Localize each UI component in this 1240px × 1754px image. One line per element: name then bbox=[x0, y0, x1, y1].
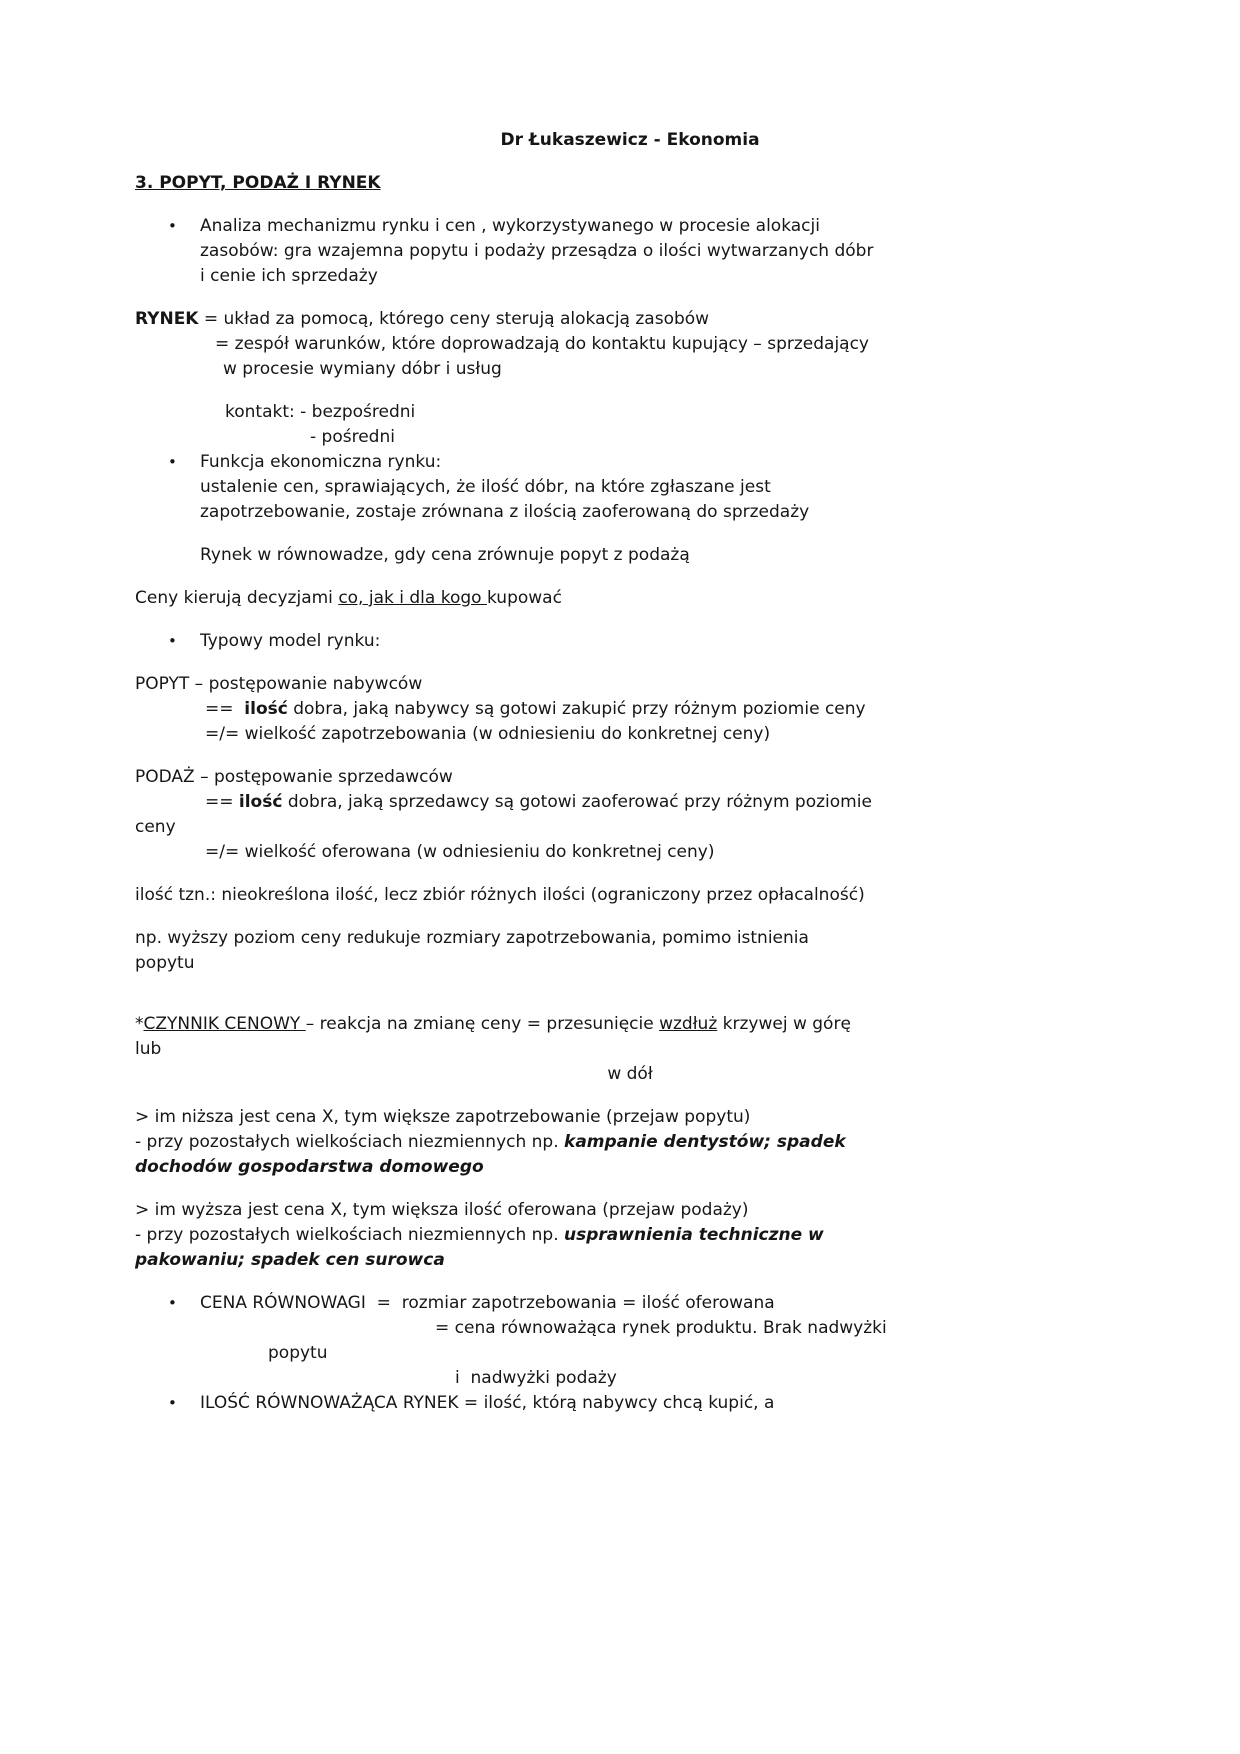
text-run: = cena równoważąca rynek produktu. Brak nadwyżki bbox=[435, 1318, 887, 1338]
text-run: popytu bbox=[135, 953, 195, 973]
text-line bbox=[135, 543, 1125, 568]
text-line bbox=[135, 500, 1125, 525]
text-run: krzywej w górę bbox=[717, 1014, 851, 1034]
text-run: Ceny kierują decyzjami bbox=[135, 588, 339, 608]
rynek-definition bbox=[135, 307, 1125, 332]
text-run: Dr Łukaszewicz - Ekonomia bbox=[500, 130, 760, 150]
text-line bbox=[135, 475, 1125, 500]
text-run: > im wyższa jest cena X, tym większa ilość oferowana (przejaw podaży) bbox=[135, 1200, 749, 1220]
text-run: 3. POPYT, PODAŻ I RYNEK bbox=[135, 173, 381, 193]
blank-line bbox=[135, 747, 1125, 765]
text-run: - pośredni bbox=[310, 427, 395, 447]
text-run: Typowy model rynku: bbox=[200, 631, 381, 651]
text-run: w procesie wymiany dóbr i usług bbox=[223, 359, 502, 379]
text-run: lub bbox=[135, 1039, 162, 1059]
text-line bbox=[135, 400, 1125, 425]
text-run: ustalenie cen, sprawiających, że ilość dóbr, na które zgłaszane jest bbox=[200, 477, 771, 497]
czynnik-cenowy bbox=[135, 1012, 1125, 1037]
text-run: dochodów gospodarstwa domowego bbox=[135, 1157, 484, 1177]
text-line bbox=[135, 1316, 1125, 1341]
text-run: – reakcja na zmianę ceny = przesunięcie bbox=[305, 1014, 660, 1034]
bullet-icon: • bbox=[168, 1394, 177, 1412]
bullet-item bbox=[135, 1391, 1125, 1416]
text-run: zasobów: gra wzajemna popytu i podaży przesądza o ilości wytwarzanych dóbr bbox=[200, 241, 874, 261]
text-line bbox=[135, 357, 1125, 382]
blank-line bbox=[135, 1180, 1125, 1198]
blank-line bbox=[135, 382, 1125, 400]
text-run: ILOŚĆ RÓWNOWAŻĄCA RYNEK = ilość, którą nabywcy chcą kupić, a bbox=[200, 1393, 775, 1413]
text-run: kupować bbox=[486, 588, 562, 608]
text-line bbox=[135, 1248, 1125, 1273]
blank-line bbox=[135, 994, 1125, 1012]
text-run: ceny bbox=[135, 817, 176, 837]
bullet-item bbox=[135, 1291, 1125, 1316]
text-run: == bbox=[205, 699, 245, 719]
text-run: Funkcja ekonomiczna rynku: bbox=[200, 452, 442, 472]
text-line bbox=[135, 1366, 1125, 1391]
text-run: POPYT – postępowanie nabywców bbox=[135, 674, 423, 694]
text-run: =/= wielkość oferowana (w odniesieniu do konkretnej ceny) bbox=[205, 842, 715, 862]
text-run: = zespół warunków, które doprowadzają do kontaktu kupujący – sprzedający bbox=[215, 334, 869, 354]
text-line bbox=[135, 883, 1125, 908]
text-line bbox=[135, 425, 1125, 450]
blank-line bbox=[135, 525, 1125, 543]
text-run: kontakt: - bezpośredni bbox=[225, 402, 416, 422]
section-heading bbox=[135, 171, 1125, 196]
text-run: kampanie dentystów; spadek bbox=[564, 1132, 846, 1152]
text-line bbox=[135, 332, 1125, 357]
text-run: PODAŻ – postępowanie sprzedawców bbox=[135, 767, 453, 787]
text-line bbox=[135, 239, 1125, 264]
text-run: =/= wielkość zapotrzebowania (w odniesieniu do konkretnej ceny) bbox=[205, 724, 771, 744]
text-run: pakowaniu; spadek cen surowca bbox=[135, 1250, 445, 1270]
blank-line bbox=[135, 611, 1125, 629]
bullet-icon: • bbox=[168, 632, 177, 650]
text-run: usprawnienia techniczne w bbox=[564, 1225, 824, 1245]
popyt-definition bbox=[135, 672, 1125, 697]
text-line bbox=[135, 840, 1125, 865]
text-line bbox=[135, 951, 1125, 976]
text-run: CZYNNIK CENOWY bbox=[143, 1014, 306, 1034]
blank-line bbox=[135, 289, 1125, 307]
text-line bbox=[135, 1105, 1125, 1130]
text-run: = układ za pomocą, którego ceny sterują alokacją zasobów bbox=[198, 309, 710, 329]
bullet-icon: • bbox=[168, 453, 177, 471]
blank-line bbox=[135, 1273, 1125, 1291]
text-line bbox=[135, 1130, 1125, 1155]
bullet-item bbox=[135, 629, 1125, 654]
text-run: co, jak i dla kogo bbox=[338, 588, 487, 608]
podaz-definition bbox=[135, 765, 1125, 790]
bullet-item bbox=[135, 450, 1125, 475]
text-run: ilość tzn.: nieokreślona ilość, lecz zbiór różnych ilości (ograniczony przez opłacalność) bbox=[135, 885, 865, 905]
text-run: - przy pozostałych wielkościach niezmiennych np. bbox=[135, 1132, 565, 1152]
text-run: popytu bbox=[268, 1343, 328, 1363]
bullet-icon: • bbox=[168, 1294, 177, 1312]
blank-line bbox=[135, 196, 1125, 214]
doc-title bbox=[135, 128, 1125, 153]
text-line bbox=[135, 1223, 1125, 1248]
text-line bbox=[135, 697, 1125, 722]
blank-line bbox=[135, 865, 1125, 883]
text-line bbox=[135, 815, 1125, 840]
text-run: np. wyższy poziom ceny redukuje rozmiary zapotrzebowania, pomimo istnienia bbox=[135, 928, 809, 948]
text-line bbox=[135, 1198, 1125, 1223]
text-run: wzdłuż bbox=[659, 1014, 718, 1034]
text-run: ilość bbox=[244, 699, 288, 719]
text-run: i nadwyżki podaży bbox=[455, 1368, 617, 1388]
blank-line bbox=[135, 1087, 1125, 1105]
text-run: - przy pozostałych wielkościach niezmiennych np. bbox=[135, 1225, 565, 1245]
text-line bbox=[135, 1341, 1125, 1366]
blank-line bbox=[135, 976, 1125, 994]
document-content bbox=[135, 128, 1125, 1416]
text-run: dobra, jaką sprzedawcy są gotowi zaoferować przy różnym poziomie bbox=[282, 792, 872, 812]
blank-line bbox=[135, 153, 1125, 171]
bullet-item bbox=[135, 214, 1125, 239]
text-run: dobra, jaką nabywcy są gotowi zakupić przy różnym poziomie ceny bbox=[287, 699, 866, 719]
text-line bbox=[135, 264, 1125, 289]
text-line bbox=[135, 790, 1125, 815]
bullet-icon: • bbox=[168, 217, 177, 235]
text-line bbox=[135, 586, 1125, 611]
text-run: == bbox=[205, 792, 239, 812]
text-run: ilość bbox=[238, 792, 283, 812]
text-run: zapotrzebowanie, zostaje zrównana z ilością zaoferowaną do sprzedaży bbox=[200, 502, 810, 522]
blank-line bbox=[135, 568, 1125, 586]
text-line bbox=[135, 1155, 1125, 1180]
text-run: w dół bbox=[607, 1064, 653, 1084]
blank-line bbox=[135, 908, 1125, 926]
text-line bbox=[135, 722, 1125, 747]
text-line bbox=[135, 1062, 1125, 1087]
text-run: Analiza mechanizmu rynku i cen , wykorzystywanego w procesie alokacji bbox=[200, 216, 820, 236]
blank-line bbox=[135, 654, 1125, 672]
text-run: CENA RÓWNOWAGI = rozmiar zapotrzebowania = ilość oferowana bbox=[200, 1293, 775, 1313]
text-run: RYNEK bbox=[135, 309, 199, 329]
text-run: i cenie ich sprzedaży bbox=[200, 266, 378, 286]
text-line bbox=[135, 926, 1125, 951]
text-line bbox=[135, 1037, 1125, 1062]
text-run: Rynek w równowadze, gdy cena zrównuje popyt z podażą bbox=[200, 545, 690, 565]
text-run: * bbox=[135, 1014, 144, 1034]
text-run: > im niższa jest cena X, tym większe zapotrzebowanie (przejaw popytu) bbox=[135, 1107, 751, 1127]
